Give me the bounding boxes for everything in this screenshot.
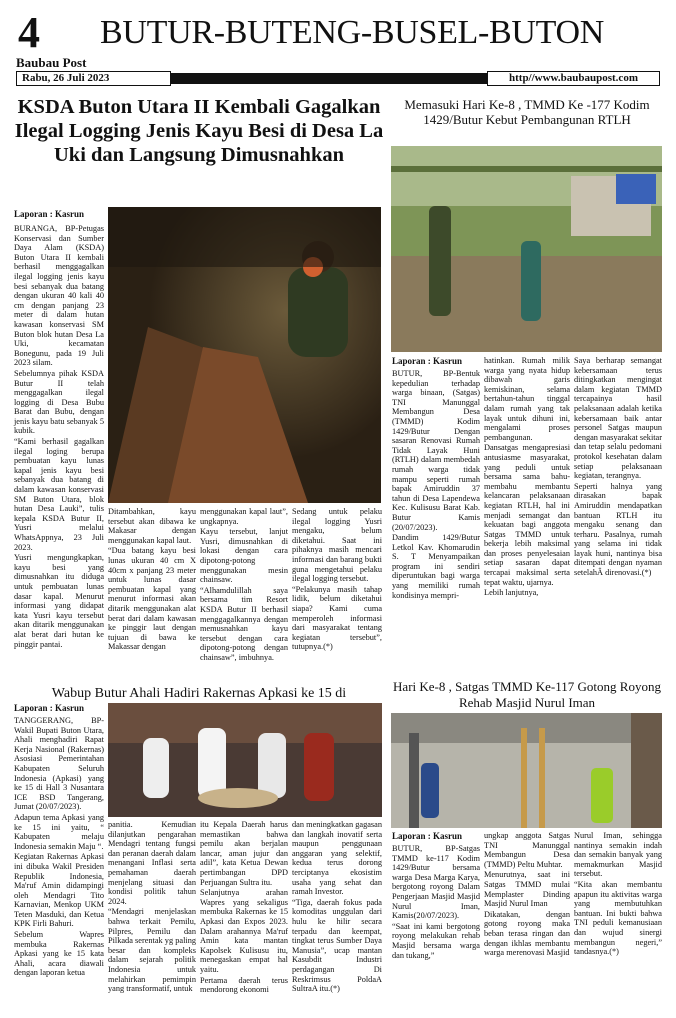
paragraph: BUTUR, BP-Satgas TMMD ke-117 Kodim 1429/Butur bersama warga Desa Marga Karya, bergotong royong Dalam Pengerjaan Masjid Masjid Nurul Iman, Kamis(20/07/2023). xyxy=(392,844,480,921)
paragraph: Lebih lanjutnya, xyxy=(484,588,539,598)
article3-column-3 xyxy=(200,820,288,1012)
paragraph: TANGGERANG, BP-Wakil Bupati Buton Utara, Ahali menghadiri Rapat Kerja Nasional (Rakernas) Asosiasi Pemerintahan Kabupaten Seluruh Indonesia (Apkasi) yang ke 15 di Hall 3 Nusantara ICE BSD Tangerang, Jumat (20/07/2023). xyxy=(14,716,104,812)
article1-byline: Laporan : Kasrun xyxy=(14,209,85,219)
article2-column-1 xyxy=(392,369,480,675)
article1-column-1 xyxy=(14,224,104,649)
article1-photo xyxy=(108,207,381,503)
article3-photo xyxy=(108,703,382,817)
paragraph: “Alhamdulillah saya bersama tim Resort KSDA Butur II berhasil menggagalkannya dengan memusnahkan kayu tersebut dengan cara dipotong-potong dengan chainsaw”, imbuhnya. xyxy=(200,585,288,662)
article1-headline: KSDA Buton Utara II Kembali Gagalkan Ilegal Logging Jenis Kayu Besi di Desa La Uki dan Langsung Dimusnahkan xyxy=(14,96,384,166)
mosque-renovation-image xyxy=(391,713,662,828)
article4-column-3 xyxy=(574,831,662,1012)
paragraph: Yusri mengungkapkan, kayu besi yang dimusnahkan itu diduga untuk pembuatan lunas dasar kapal. Menurut informasi yang didapat kata Yusri kayu tersebut akan ditarik menggunakan alat berat dari hutan ke pinggir pantai. xyxy=(14,553,104,649)
article1-column-2 xyxy=(108,507,196,679)
paragraph: Pertama daerah terus mendorong ekonomi xyxy=(200,975,288,995)
paragraph: menggunakan kapal laut”, ungkapnya. xyxy=(200,507,288,526)
logging-scene-image xyxy=(108,207,381,503)
paragraph: ungkap anggota Satgas TNI Manunggal Membangun Desa (TMMD) Peltu Muhtar. xyxy=(484,831,570,869)
paragraph: Menurutnya, saat ini Satgas TMMD mulai Memplaster Dinding Masjid Nurul Iman xyxy=(484,870,570,909)
paragraph: “Dua batang kayu besi lunas ukuran 40 cm X 40cm x panjang 23 meter untuk lunas dasar pembuatan kapal yang menurut informasi akan ditarik menggunakan alat berat dari dalam kawasan ke pinggir laut dengan tujuan di bawa ke Makassar dengan xyxy=(108,546,196,652)
article4-byline: Laporan : Kasrun xyxy=(392,831,463,841)
paragraph: “Kita akan membantu apapun itu aktivitas warga yang membutuhkan bantuan. Ini bukti bahwa TNI peduli kemanusiaan dan wujud sinergi membangun negeri,” tandasnya.(*) xyxy=(574,879,662,957)
paragraph: Seperti halnya yang dirasakan bapak Amiruddin mendapatkan bantuan RTLH itu mengaku senang dan terharu. Pasalnya, rumah yang selama ini tidak layak huni, nantinya bisa ditempati dengan nyaman setelahÂ direnovasi.(*) xyxy=(574,481,662,578)
paper-name: Baubau Post xyxy=(16,55,87,70)
paragraph: Dikatakan, dengan gotong royong maka beban terasa ringan dan dengan ikhlas membantu warga merenovasi Masjid xyxy=(484,909,570,958)
paragraph: “Saat ini kami bergotong royong melakukan rehab Masjid bersama warga dan tukang,” xyxy=(392,921,480,960)
page-number: 4 xyxy=(18,8,40,57)
paragraph: “Tiga, daerah fokus pada komoditas unggulan dari hulu ke hilir secara terpadu dan keempat, tingkat terus Sumber Daya Manusia”, ucap mantan Kasubdit Industri perdagangan Di Reskrimsus PoldaA SultraA itu.(*) xyxy=(292,897,382,994)
paragraph: Ditambahkan, kayu tersebut akan dibawa ke Makasar dengan menggunakan kapal laut. xyxy=(108,507,196,545)
article3-headline: Wabup Butur Ahali Hadiri Rakernas Apkasi ke 15 di xyxy=(51,686,347,701)
paragraph: Kayu tersebut, lanjut Yusri, dimusnahkan di lokasi dengan cara dipotong-potong menggunakan mesin chainsaw. xyxy=(200,527,288,585)
paragraph: “Kami berhasil gagalkan ilegal loging berupa pembuatan kayu lunas kapal jenis kayu besi sebanyak dua batang di dalam kawasan konservasi SM Buton Utara, blok hutan Desa Lauki”, tulis kepala KSDA Butur II, Yusri melalui WhatsAppnya, 23 Juli 2023. xyxy=(14,437,104,552)
article3-byline: Laporan : Kasrun xyxy=(14,703,85,713)
paragraph: Sebelum Wapres membuka Rakernas Apkasi yang ke 15 kata Ahali, acara diawali dengan laporan ketua xyxy=(14,930,104,978)
paragraph: Kegiatan Rakernas Apkasi ini dibuka Wakil Presiden Republik Indonesia, Ma'ruf Amin didampingi oleh Mendagri Tito Karnavian, Menkop UKM Teten Masduki, dan Ketua KPK Firli Bahuri. xyxy=(14,852,104,929)
paragraph: Dansatgas mengapresiasi antusiasme masyarakat, yang peduli untuk bersama sama bahu-membahu membantu kelancaran pelaksanaan kegiatan RTLH, hal ini menjadi semangat dan kekuatan bagi anggota Satgas TMMD untuk bekerja lebih maksimal dan proses penyelesaian setiap sasaran dapat tercapai maksimal serta tepat waktu, ujarnya. xyxy=(484,443,570,587)
article4-photo xyxy=(391,713,662,828)
article2-column-2 xyxy=(484,356,570,675)
article4-column-2 xyxy=(484,831,570,1012)
paragraph: Saya berharap semangat kebersamaan terus ditingkatkan mengingat dalam kegiatan TMMD tercapainya hasil pelaksanaan adalah ketika kebersamaan baik antar personel Satgas maupun dengan masyarakat sekitar dan tetap selalu pedomani protokol kesehatan dalam setiap pelaksanaan kegiatan, terangnya. xyxy=(574,356,663,481)
paragraph: BUTUR, BP-Bentuk kepedulian terhadap warga binaan, (Satgas) TNI Manunggal Membangun Desa (TMMD) Kodim 1429/Butur Dengan sasaran Renovasi Rumah Tidak Layak Huni (RTLH) dalam membedah rumah warga tidak mampu seperti rumah bapak Amiruddin 37 tahun di Desa Lapendewa Kec. Kulisusu Barat Kab. Butur Kamis (20/07/2023). xyxy=(392,369,480,532)
paragraph: dan meningkatkan gagasan dan langkah inovatif serta maupun penggunaan anggaran yang selektif, kedua terus dorong terciptanya ekosistim usaha yang sehat dan ramah Investor. xyxy=(292,820,382,897)
article2-column-3 xyxy=(574,356,662,675)
paragraph: Selanjutnya arahan Wapres yang sekaligus membuka Rakernas ke 15 Apkasi dan Expos 2023. Dalam arahannya Ma'ruf Amin kata mantan Kapolsek Kulisusu itu, menegaskan empat hal yaitu. xyxy=(200,888,288,974)
article4-headline: Hari Ke-8 , Satgas TMMD Ke-117 Gotong Royong Rehab Masjid Nurul Iman xyxy=(393,679,661,710)
construction-scene-image xyxy=(391,146,662,352)
paragraph: panitia. Kemudian dilanjutkan pengarahan Mendagri tentang fungsi dan peranan daerah dalam menangani Inflasi serta pemahaman daerah menjelang situasi dan kondisi politik tahun 2024. xyxy=(108,820,196,906)
paragraph: BURANGA, BP-Petugas Konservasi dan Sumber Daya Alam (KSDA) Buton Utara II kembali berhasil menggagalkan ilegal logging jenis kayu besi sebanyak dua batang dengan ukuran 40 kali 40 cm dengan panjang 23 meter di dalam hutan kawasan konservasi SM Buton blok hutan Desa La Uki, kecamatan Bonegunu, pada 19 Juli 2023 silam. xyxy=(14,224,104,368)
article1-column-4 xyxy=(292,507,382,679)
paragraph: Sebelumnya pihak KSDA Butur II telah menggagalkan ilegal logging di Desa Bubu Barat dan Bubu, dengan jenis kayu batu sebanyak 5 kubik. xyxy=(14,368,104,436)
paragraph: hatinkan. Rumah milik warga yang nyata hidup dibawah garis kemiskinan, selama bertahun-tahun tinggal dalam rumah yang tak layak untuk dihuni ini, mengalami proses pembangunan. xyxy=(484,356,570,442)
paragraph: Dandim 1429/Butur Letkol Kav. Khomarudin S. T Menyampaikan program ini sendiri diperuntukan bagi warga yang memiliki rumah kondisinya mempri- xyxy=(392,533,480,600)
paragraph: Nurul Iman, sehingga nantinya semakin indah dan semakin banyak yang memakmurkan Masjid tersebut. xyxy=(574,831,662,879)
paragraph: Sedang untuk pelaku ilegal logging Yusri mengaku, belum diketahui. Saat ini pihaknya masih mencari informasi dan barang bukti guna mengetahui pelaku ilegal logging tersebut. xyxy=(292,507,382,584)
article2-photo xyxy=(391,146,662,352)
article4-column-1 xyxy=(392,844,480,1012)
article1-column-3 xyxy=(200,507,288,679)
paragraph: “Pelakunya masih tahap lidik, belum diketahui siapa? Kami cuma memperoleh informasi dari masyarakat tentang kegiatan tersebut”, tutupnya.(*) xyxy=(292,584,382,652)
article2-headline: Memasuki Hari Ke-8 , TMMD Ke -177 Kodim 1429/Butur Kebut Pembangunan RTLH xyxy=(404,97,650,127)
issue-date: Rabu, 26 Juli 2023 xyxy=(16,71,171,86)
website-link[interactable]: http//www.baubaupost.com xyxy=(487,71,660,86)
paragraph: “Mendagri menjelaskan bahwa terkait Pemilu, Pilpres, Pemilu dan Pilkada serentak yg paling besar dan kompleks dalam sejarah politik Indonesia untuk melahirkan pemimpin yang transformatif, untuk xyxy=(108,907,196,994)
meeting-scene-image xyxy=(108,703,382,817)
article3-column-2 xyxy=(108,820,196,1012)
article2-byline: Laporan : Kasrun xyxy=(392,356,463,366)
section-title: BUTUR-BUTENG-BUSEL-BUTON xyxy=(100,14,605,51)
article3-column-4 xyxy=(292,820,382,1012)
article3-column-1 xyxy=(14,716,104,1012)
paragraph: Adapun tema Apkasi yang ke 15 ini yaitu, “ Kabupaten melaju Indonesia semakin Maju “. xyxy=(14,812,104,851)
paragraph: itu Kepala Daerah harus memastikan bahwa pemilu akan berjalan lancar, aman jujur dan adil”, kata Ketua Dewan pertimbangan DPD Perjuangan Sultra itu. xyxy=(200,820,288,887)
